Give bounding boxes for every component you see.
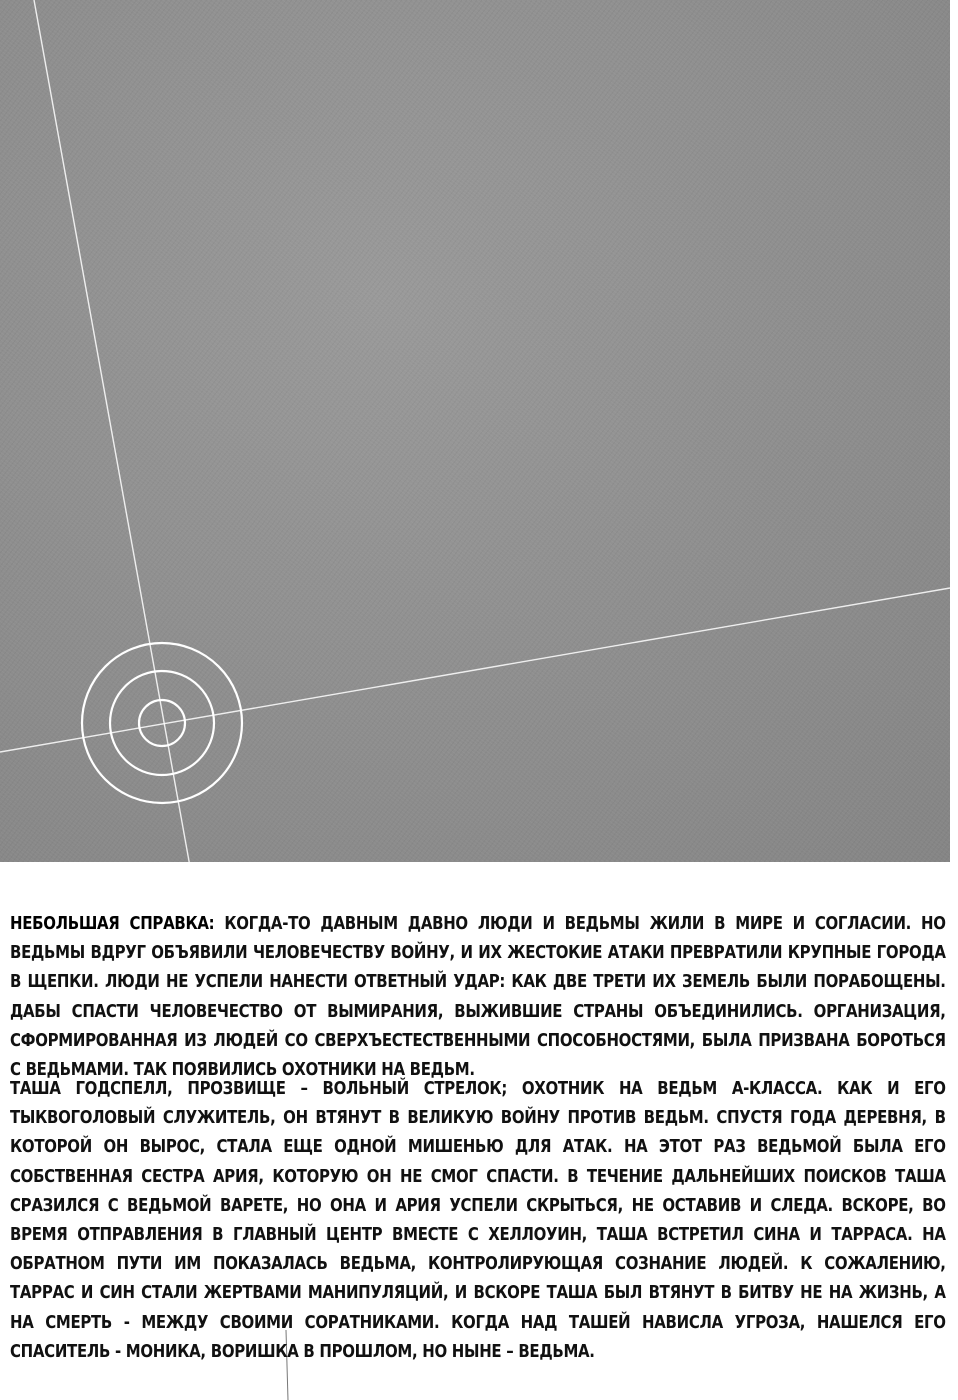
intro-paragraph bbox=[10, 910, 946, 1085]
story-text: ТАША ГОДСПЕЛЛ, ПРОЗВИЩЕ – ВОЛЬНЫЙ СТРЕЛОК; ОХОТНИК НА ВЕДЬМ А-КЛАССА. КАК И ЕГО ТЫКВОГОЛОВЫЙ СЛУЖИТЕЛЬ, ОН ВТЯНУТ В ВЕЛИКУЮ ВОЙНУ ПРОТИВ ВЕДЬМ. СПУСТЯ ГОДА ДЕРЕВНЯ, В КОТОРОЙ ОН ВЫРОС, СТАЛА ЕЩЕ ОДНОЙ МИШЕНЬЮ ДЛЯ АТАК. НА ЭТОТ РАЗ ВЕДЬМОЙ БЫЛА ЕГО СОБСТВЕННАЯ СЕСТРА АРИЯ, КОТОРУЮ ОН НЕ СМОГ СПАСТИ. В ТЕЧЕНИЕ ДАЛЬНЕЙШИХ ПОИСКОВ ТАША СРАЗИЛСЯ С ВЕДЬМОЙ ВАРЕТЕ, НО ОНА И АРИЯ УСПЕЛИ СКРЫТЬСЯ, НЕ ОСТАВИВ И СЛЕДА. ВСКОРЕ, ВО ВРЕМЯ ОТПРАВЛЕНИЯ В ГЛАВНЫЙ ЦЕНТР ВМЕСТЕ С ХЕЛЛОУИН, ТАША ВСТРЕТИЛ СИНА И ТАРРАСА. НА ОБРАТНОМ ПУТИ ИМ ПОКАЗАЛАСЬ ВЕДЬМА, КОНТРОЛИРУЮЩАЯ СОЗНАНИЕ ЛЮДЕЙ. К СОЖАЛЕНИЮ, ТАРРАС И СИН СТАЛИ ЖЕРТВАМИ МАНИПУЛЯЦИЙ, И ВСКОРЕ ТАША БЫЛ ВТЯНУТ В БИТВУ НЕ НА ЖИЗНЬ, А НА СМЕРТЬ - МЕЖДУ СВОИМИ СОРАТНИКАМИ. КОГДА НАД ТАШЕЙ НАВИСЛА УГРОЗА, НАШЕЛСЯ ЕГО СПАСИТЕЛЬ - МОНИКА, ВОРИШКА В ПРОШЛОМ, НО НЫНЕ – ВЕДЬМА. bbox=[10, 1079, 946, 1362]
horizontal-crosshair-line bbox=[0, 588, 950, 752]
target-outer-ring bbox=[82, 643, 242, 803]
story-paragraph bbox=[10, 1075, 946, 1367]
intro-text: КОГДА-ТО ДАВНЫМ ДАВНО ЛЮДИ И ВЕДЬМЫ ЖИЛИ В МИРЕ И СОГЛАСИИ. НО ВЕДЬМЫ ВДРУГ ОБЪЯВИЛИ ЧЕЛОВЕЧЕСТВУ ВОЙНУ, И ИХ ЖЕСТОКИЕ АТАКИ ПРЕВРАТИЛИ КРУПНЫЕ ГОРОДА В ЩЕПКИ. ЛЮДИ НЕ УСПЕЛИ НАНЕСТИ ОТВЕТНЫЙ УДАР: КАК ДВЕ ТРЕТИ ИХ ЗЕМЕЛЬ БЫЛИ ПОРАБОЩЕНЫ. ДАБЫ СПАСТИ ЧЕЛОВЕЧЕСТВО ОТ ВЫМИРАНИЯ, ВЫЖИВШИЕ СТРАНЫ ОБЪЕДИНИЛИСЬ. ОРГАНИЗАЦИЯ, СФОРМИРОВАННАЯ ИЗ ЛЮДЕЙ СО СВЕРХЪЕСТЕСТВЕННЫМИ СПОСОБНОСТЯМИ, БЫЛА ПРИЗВАНА БОРОТЬСЯ С ВЕДЬМАМИ. ТАК ПОЯВИЛИСЬ ОХОТНИКИ НА ВЕДЬМ. bbox=[10, 914, 946, 1081]
target-inner-ring bbox=[139, 700, 185, 746]
target-middle-ring bbox=[110, 671, 214, 775]
section-heading: НЕБОЛЬШАЯ СПРАВКА: bbox=[10, 914, 215, 934]
